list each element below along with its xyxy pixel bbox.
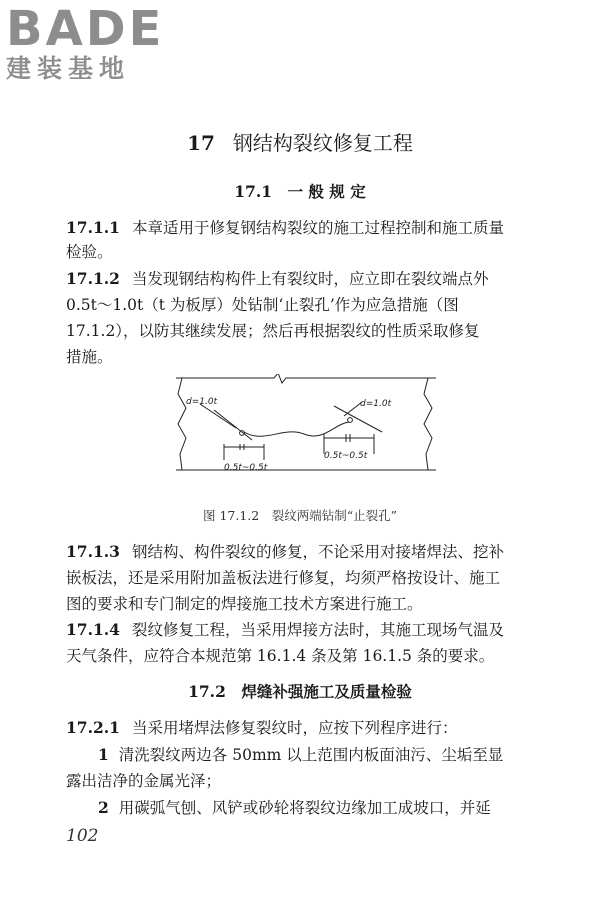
logo-brand: BADE [6,1,165,57]
item-number: 2 [98,798,109,817]
figure-caption: 图 17.1.2 裂纹两端钻制“止裂孔” [202,508,397,523]
section-heading-17-1: 17.1 一 般 规 定 [234,182,366,201]
clause-17-1-2-line2: 0.5t～1.0t（t 为板厚）处钻制‘止裂孔’作为应急措施（图 [66,296,459,314]
clause-17-1-2-line4: 措施。 [66,348,113,366]
chapter-number: 17 [187,131,215,155]
crack-end-left [214,410,252,440]
clause-text: 当发现钢结构构件上有裂纹时，应立即在裂纹端点外 [131,270,489,288]
item-number: 1 [98,745,109,764]
clause-text: 钢结构、构件裂纹的修复，不论采用对接堵焊法、挖补 [131,543,504,561]
section-heading-17-2: 17.2 焊缝补强施工及质量检验 [188,682,412,701]
clause-17-1-2-line3: 17.1.2），以防其继续发展；然后再根据裂纹的性质采取修复 [66,322,480,340]
clause-number: 17.2.1 [66,718,120,737]
clause-text: 裂纹修复工程，当采用焊接方法时，其施工现场气温及 [131,621,504,639]
clause-text: 当采用堵焊法修复裂纹时，应按下列程序进行： [131,719,458,737]
dim-label-left: 0.5t~0.5t [224,463,268,473]
dim-label-right: 0.5t~0.5t [324,451,368,461]
clause-17-1-2-line1 [66,267,488,289]
stop-hole-right [348,418,353,423]
clause-number: 17.1.3 [66,542,120,561]
leader-left [200,404,236,428]
list-item-2-line1 [98,796,491,818]
chapter-title-text: 钢结构裂纹修复工程 [232,131,413,155]
clause-17-1-4-line1 [66,618,504,640]
label-right: d=1.0t [360,399,392,409]
clause-number: 17.1.2 [66,269,120,288]
crack-line [244,422,349,436]
clause-number: 17.1.4 [66,620,120,639]
clause-17-2-1-line1 [66,716,457,738]
label-left: d=1.0t [186,397,218,407]
page-number: 102 [66,826,99,846]
clause-17-1-3-line2: 嵌板法，还是采用附加盖板法进行修复，均须严格按设计、施工 [66,569,501,587]
chapter-title [0,127,600,156]
figure-crack-stop-holes [174,374,438,482]
clause-17-1-4-line2: 天气条件，应符合本规范第 16.1.4 条及第 16.1.5 条的要求。 [66,647,495,665]
clause-17-1-1-line2: 检验。 [66,243,113,261]
item-text: 清洗裂纹两边各 50mm 以上范围内板面油污、尘垢至显 [118,746,504,764]
logo-subtitle: 建装基地 [6,54,131,83]
plate-top-edge [176,374,436,383]
clause-17-1-3-line3: 图的要求和专门制定的焊接施工技术方案进行施工。 [66,595,423,613]
item-text: 用碳弧气刨、风铲或砂轮将裂纹边缘加工成坡口，并延 [118,799,491,817]
plate-left-break [178,378,186,470]
clause-17-1-3-line1 [66,540,504,562]
clause-text: 本章适用于修复钢结构裂纹的施工过程控制和施工质量 [131,219,504,237]
plate-right-break [424,378,432,470]
bade-logo [6,1,165,84]
list-item-1-line1 [98,743,503,765]
clause-number: 17.1.1 [66,218,120,237]
list-item-1-line2: 露出洁净的金属光泽； [66,772,222,790]
crack-end-right [334,406,382,432]
clause-17-1-1-line1 [66,216,504,238]
